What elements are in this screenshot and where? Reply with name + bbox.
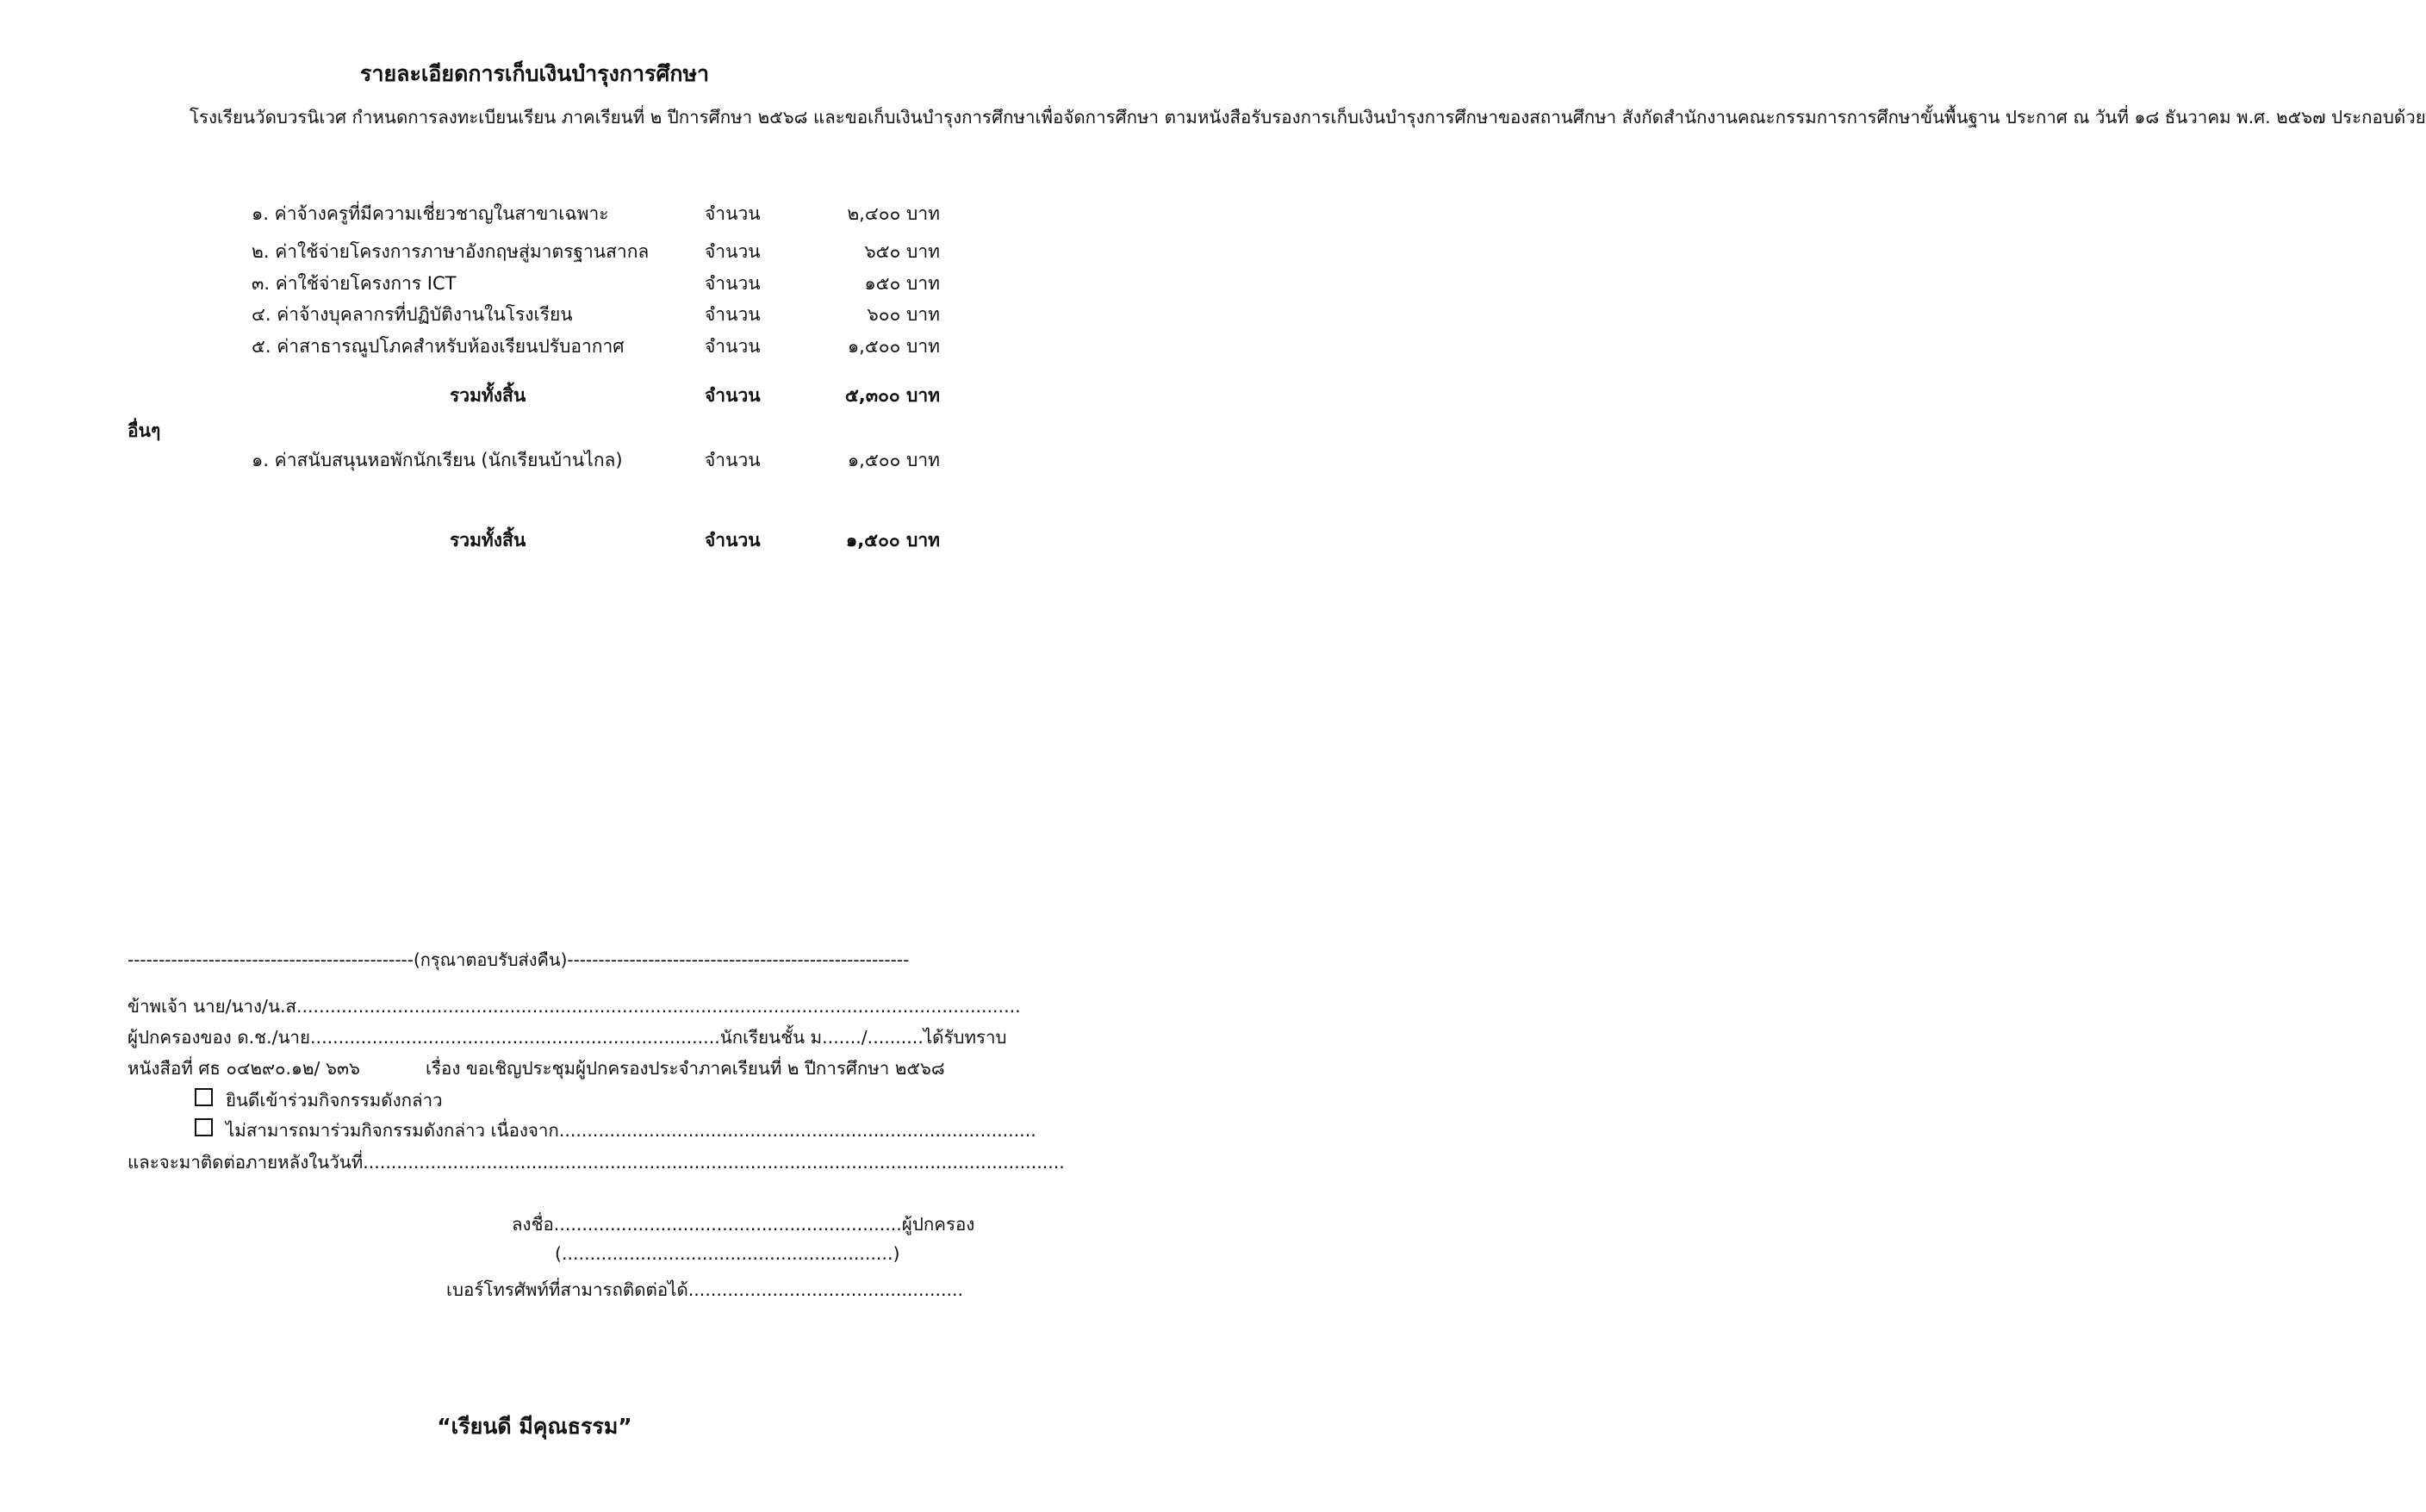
fee-item-unit: จำนวน bbox=[705, 336, 761, 357]
letter-reference: หนังสือที่ ศธ ๐๔๒๙๐.๑๒/ ๖๓๖ bbox=[128, 1058, 361, 1079]
contact-date-line[interactable]: และจะมาติดต่อภายหลังในวันที่............................................................................................................................. bbox=[128, 1152, 1065, 1173]
signature-name-line[interactable]: (...........................................................) bbox=[555, 1243, 900, 1264]
fee-item-amount: ๑,๕๐๐ บาท bbox=[847, 336, 940, 357]
other-total-label: รวมทั้งสิ้น bbox=[450, 530, 526, 551]
student-name-line[interactable]: ผู้ปกครองของ ด.ช./นาย.........................................................................นักเรียนชั้น ม......./..........ได้รับทราบ bbox=[128, 1027, 1007, 1048]
fee-item-amount: ๒,๔๐๐ บาท bbox=[847, 203, 940, 224]
other-total-amount: ๑,๕๐๐ บาท bbox=[845, 530, 940, 551]
fees-total-label: รวมทั้งสิ้น bbox=[450, 385, 526, 406]
fee-item-label: ๒. ค่าใช้จ่ายโครงการภาษาอังกฤษสู่มาตรฐานสากล bbox=[252, 241, 650, 262]
fees-total-amount: ๕,๓๐๐ บาท bbox=[844, 385, 940, 406]
fee-item-label: ๓. ค่าใช้จ่ายโครงการ ICT bbox=[252, 273, 457, 294]
document-title: รายละเอียดการเก็บเงินบำรุงการศึกษา bbox=[360, 61, 709, 86]
other-item-unit: จำนวน bbox=[705, 450, 761, 470]
fee-item-label: ๑. ค่าจ้างครูที่มีความเชี่ยวชาญในสาขาเฉพาะ bbox=[252, 203, 609, 224]
fee-item-amount: ๖๕๐ บาท bbox=[864, 241, 940, 262]
fee-item-unit: จำนวน bbox=[705, 241, 761, 262]
intro-paragraph bbox=[128, 102, 2426, 134]
other-item-amount: ๑,๕๐๐ บาท bbox=[847, 450, 940, 470]
fee-item-unit: จำนวน bbox=[705, 203, 761, 224]
fee-item-unit: จำนวน bbox=[705, 304, 761, 325]
fee-item-label: ๕. ค่าสาธารณูปโภคสำหรับห้องเรียนปรับอากาศ bbox=[252, 336, 625, 357]
accept-option-label: ยินดีเข้าร่วมกิจกรรมดังกล่าว bbox=[226, 1090, 443, 1111]
other-heading: อื่นๆ bbox=[128, 420, 161, 441]
signature-line[interactable]: ลงชื่อ..............................................................ผู้ปกครอง bbox=[512, 1214, 975, 1235]
phone-line[interactable]: เบอร์โทรศัพท์ที่สามารถติดต่อได้................................................. bbox=[446, 1279, 964, 1300]
letter-subject: เรื่อง ขอเชิญประชุมผู้ปกครองประจำภาคเรียนที่ ๒ ปีการศึกษา ๒๕๖๘ bbox=[426, 1058, 945, 1079]
parent-name-line[interactable]: ข้าพเจ้า นาย/นาง/น.ส................................................................................................................................. bbox=[128, 996, 1021, 1017]
fee-item-unit: จำนวน bbox=[705, 273, 761, 294]
reply-separator: ----------------------------------------------(กรุณาตอบรับส่งคืน)------------------------------------------------------- bbox=[128, 949, 910, 970]
school-motto: “เรียนดี มีคุณธรรม” bbox=[437, 1414, 632, 1439]
decline-checkbox[interactable] bbox=[195, 1118, 213, 1136]
other-item-label: ๑. ค่าสนับสนุนหอพักนักเรียน (นักเรียนบ้านไกล) bbox=[252, 450, 623, 470]
decline-reason-line[interactable]: ไม่สามารถมาร่วมกิจกรรมดังกล่าว เนื่องจาก..................................................................................... bbox=[226, 1120, 1036, 1141]
fee-item-amount: ๑๕๐ บาท bbox=[864, 273, 940, 294]
intro-text: โรงเรียนวัดบวรนิเวศ กำหนดการลงทะเบียนเรียน ภาคเรียนที่ ๒ ปีการศึกษา ๒๕๖๘ และขอเก็บเงินบำรุงการศึกษาเพื่อจัดการศึกษา ตามหนังสือรับรองการเก็บเงินบำรุงการศึกษาของสถานศึกษา สังกัดสำนักงานคณะกรรมการการศึกษาขั้นพื้นฐาน ประกาศ ณ วันที่ ๑๘ ธันวาคม พ.ศ. ๒๕๖๗ ประกอบด้วย bbox=[190, 107, 2426, 128]
fee-item-label: ๔. ค่าจ้างบุคลากรที่ปฏิบัติงานในโรงเรียน bbox=[252, 304, 573, 325]
other-total-unit: จำนวน bbox=[705, 530, 761, 551]
fees-total-unit: จำนวน bbox=[705, 385, 761, 406]
fee-item-amount: ๖๐๐ บาท bbox=[867, 304, 940, 325]
accept-checkbox[interactable] bbox=[195, 1088, 213, 1106]
